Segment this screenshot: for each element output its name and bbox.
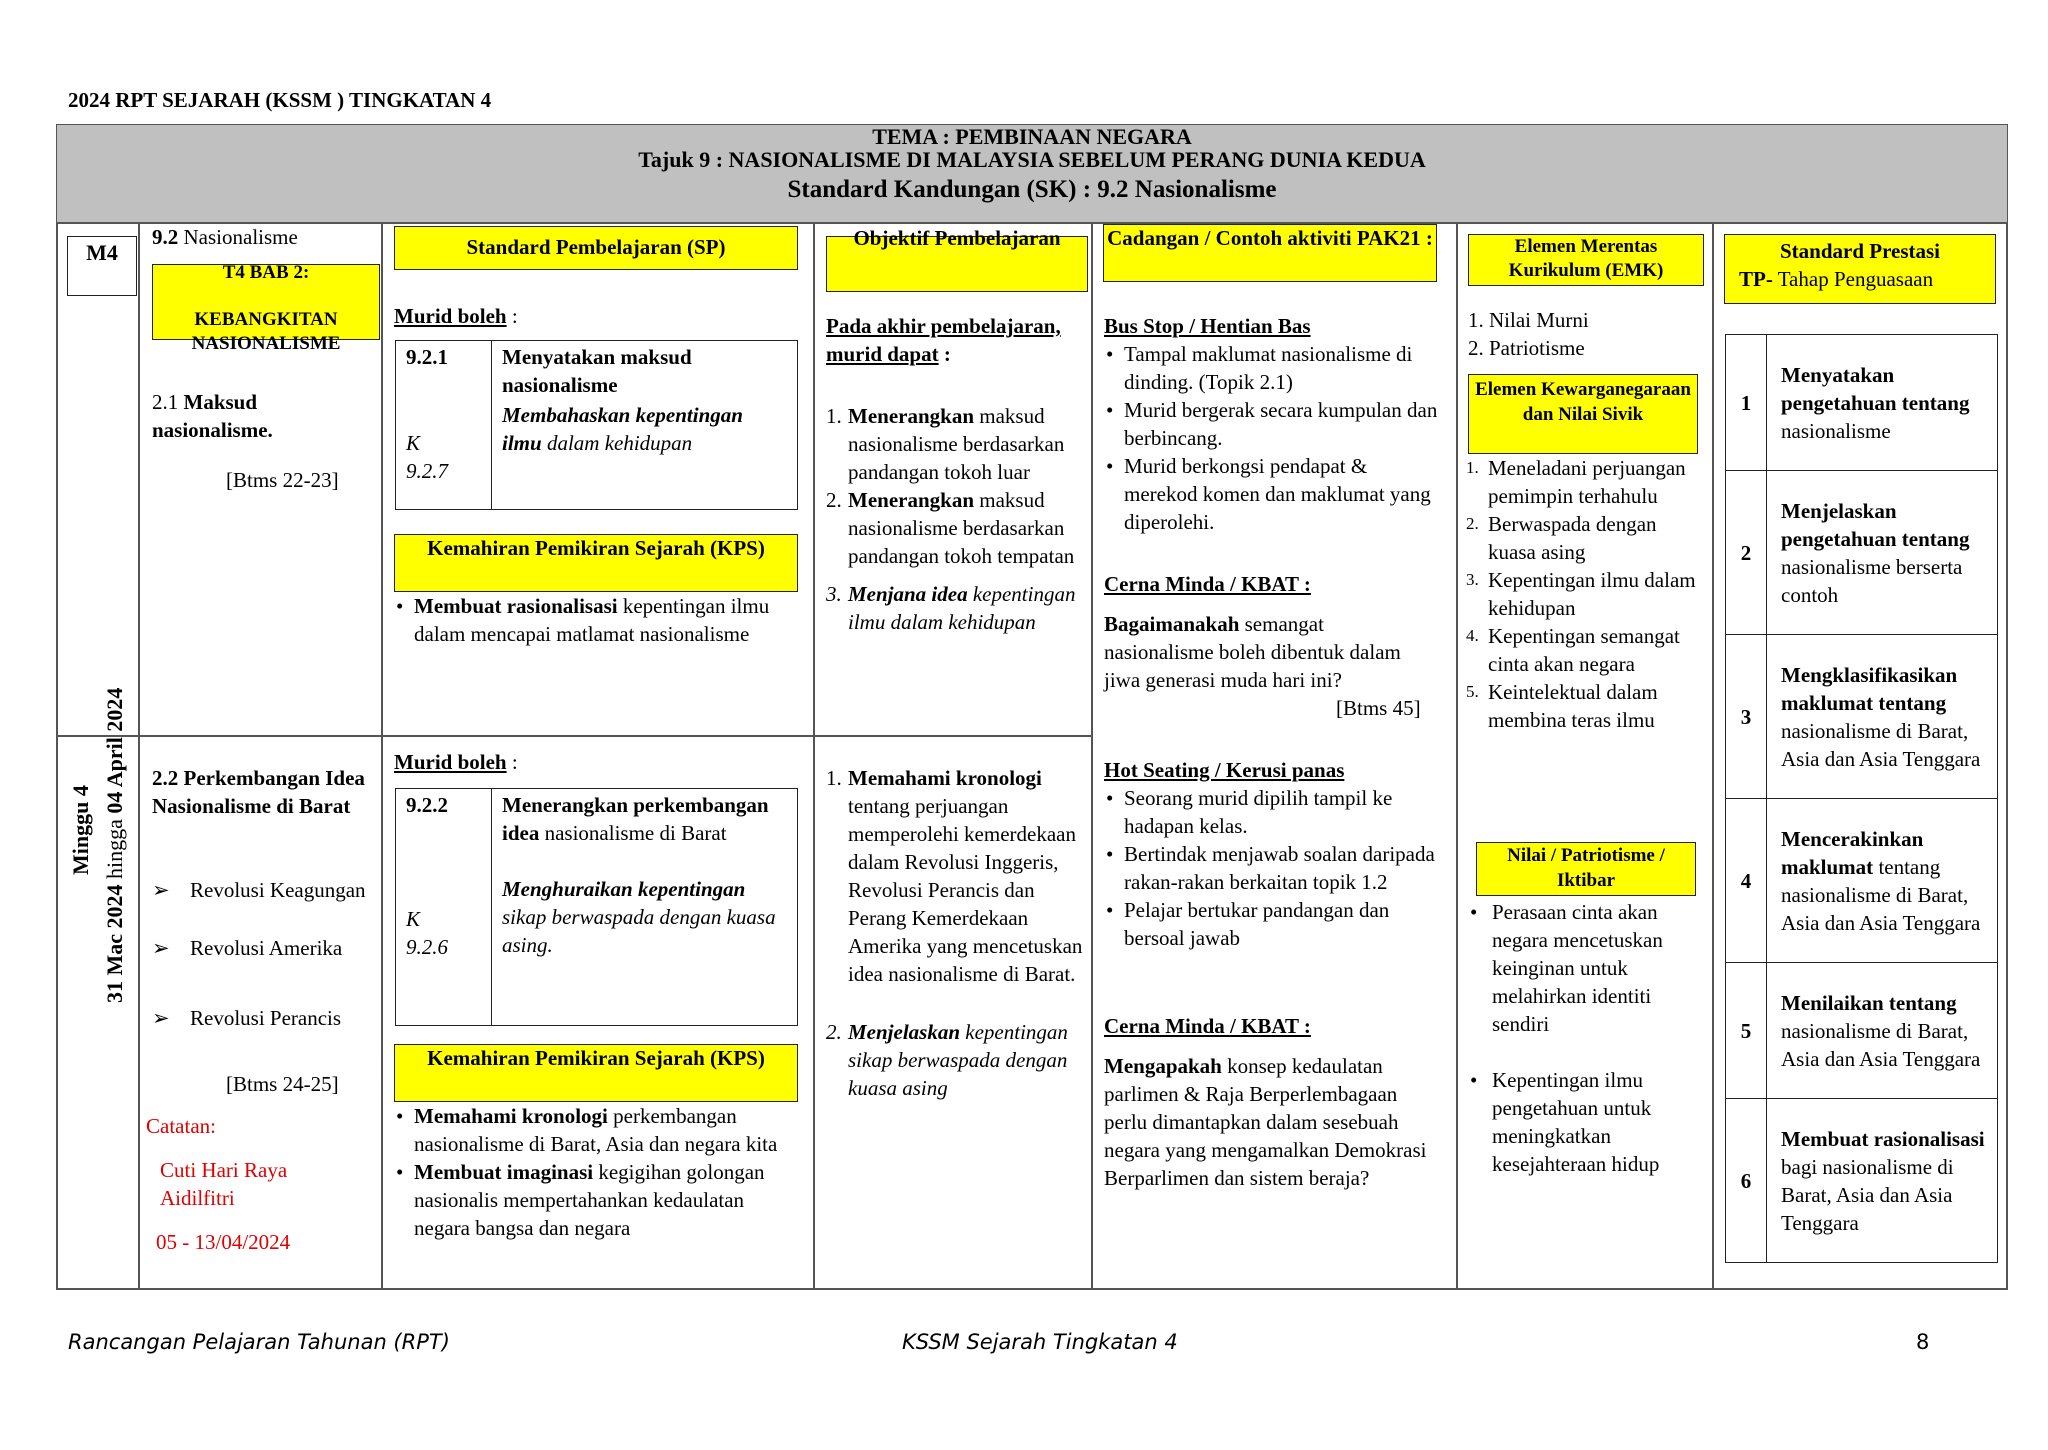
tp-header: Standard Prestasi TP- Tahap Penguasaan xyxy=(1724,234,1996,304)
topic-heading-num: 9.2 xyxy=(152,225,179,249)
kps-header-1: Kemahiran Pemikiran Sejarah (KPS) xyxy=(394,534,798,592)
sp-header: Standard Pembelajaran (SP) xyxy=(394,226,798,270)
nilai-list xyxy=(1468,898,1704,1178)
arrow-bullet-icon: ➢ xyxy=(152,1006,170,1030)
activity-item: • Tampal maklumat nasionalisme di dinding. (Topik 2.1) xyxy=(1104,340,1444,396)
tajuk-heading: Tajuk 9 : NASIONALISME DI MALAYSIA SEBELUM PERANG DUNIA KEDUA xyxy=(638,147,1426,172)
tp-levels-table xyxy=(1725,334,1998,1263)
sp-murid-boleh-1: Murid boleh : xyxy=(394,304,518,328)
objektif-item: 2. Menjelaskan kepentingan sikap berwaspada dengan kuasa asing xyxy=(826,1020,1068,1100)
kns-list xyxy=(1466,454,1706,734)
btms-22-23: [Btms 22-23] xyxy=(226,468,339,492)
subtopic-2-2: 2.2 Perkembangan Idea Nasionalisme di Barat xyxy=(152,766,365,818)
revolution-item: ➢ Revolusi Perancis xyxy=(152,1006,342,1030)
nilai-item: • Perasaan cinta akan negara mencetuskan keinginan untuk melahirkan identiti sendiri xyxy=(1468,898,1704,1038)
revolution-list xyxy=(152,876,372,1044)
tp-level-row: 2 Menjelaskan pengetahuan tentang nasionalisme berserta contoh xyxy=(1726,471,1998,635)
t4-bab-title: KEBANGKITAN NASIONALISME xyxy=(191,309,341,354)
kps-item: • Membuat imaginasi kegigihan golongan nasionalis mempertahankan kedaulatan negara bangsa dan negara xyxy=(394,1158,804,1242)
btms-45: [Btms 45] xyxy=(1336,696,1421,720)
kbat-question-2: Mengapakah konsep kedaulatan parlimen & Raja Berperlembagaan perlu dimantapkan dalam sesebuah negara yang mengamalkan Demokrasi Berparlimen dan sistem beraja? xyxy=(1104,1054,1427,1190)
week-code: M4 xyxy=(86,240,118,265)
objektif-intro: Pada akhir pembelajaran, murid dapat : xyxy=(826,314,1061,366)
subtopic-2-1-text: Maksud nasionalisme. xyxy=(152,390,273,442)
activity-item: • Murid berkongsi pendapat & merekod komen dan maklumat yang diperolehi. xyxy=(1104,452,1444,536)
arrow-bullet-icon: ➢ xyxy=(152,878,170,902)
topic-banner xyxy=(57,125,2007,224)
revolution-item: ➢ Revolusi Keagungan xyxy=(152,878,366,902)
objektif-item: 3. Menjana idea kepentingan ilmu dalam kehidupan xyxy=(826,582,1076,634)
t4-bab-label: T4 BAB 2: xyxy=(222,262,310,283)
col-divider-1 xyxy=(138,222,140,1290)
col-divider-3 xyxy=(813,222,815,1290)
sp-table-2 xyxy=(395,788,798,1026)
week-date-range xyxy=(102,688,128,1003)
sp-table-1 xyxy=(395,340,798,510)
tp-level-row: 1 Menyatakan pengetahuan tentang nasionalisme xyxy=(1726,335,1998,471)
btms-24-25: [Btms 24-25] xyxy=(226,1072,339,1096)
sp-codes-2: 9.2.2 K 9.2.6 xyxy=(396,789,492,1026)
kps-item: • Membuat rasionalisasi kepentingan ilmu dalam mencapai matlamat nasionalisme xyxy=(394,592,802,648)
activity-item: • Seorang murid dipilih tampil ke hadapan kelas. xyxy=(1104,784,1449,840)
sp-texts-2: Menerangkan perkembangan idea nasionalisme di Barat Menghuraikan kepentingan sikap berwaspada dengan kuasa asing. xyxy=(492,789,798,1026)
revolution-item: ➢ Revolusi Amerika xyxy=(152,936,343,960)
sp-codes-1: 9.2.1 K 9.2.7 xyxy=(396,341,492,510)
sp-texts-1: Menyatakan maksud nasionalisme Membahaskan kepentingan ilmu dalam kehidupan xyxy=(492,341,798,510)
kns-item: 1. Meneladani perjuangan pemimpin terhahulu xyxy=(1466,456,1686,508)
objektif-list-1 xyxy=(826,402,1084,636)
date-end: 04 April 2024 xyxy=(102,687,127,814)
nilai-header: Nilai / Patriotisme / Iktibar xyxy=(1476,842,1696,896)
activity-item: • Pelajar bertukar pandangan dan bersoal jawab xyxy=(1104,896,1449,952)
hot-seating-list xyxy=(1104,784,1449,952)
objektif-item: 1. Memahami kronologi tentang perjuangan memperolehi kemerdekaan dalam Revolusi Inggeris, Revolusi Perancis dan Perang Kemerdekaan Amerika yang mencetuskan idea nasionalisme di Barat. xyxy=(826,766,1083,986)
page-number: 8 xyxy=(1916,1330,1930,1354)
subtopic-2-1 xyxy=(152,388,292,444)
footer-center: KSSM Sejarah Tingkatan 4 xyxy=(902,1330,1178,1354)
tp-level-row: 4 Mencerakinkan maklumat tentang nasionalisme di Barat, Asia dan Asia Tenggara xyxy=(1726,799,1998,963)
kns-item: 2. Berwaspada dengan kuasa asing xyxy=(1466,512,1657,564)
sk-heading: Standard Kandungan (SK) : 9.2 Nasionalisme xyxy=(787,176,1277,203)
emk-items: 1. Nilai Murni 2. Patriotisme xyxy=(1468,308,1589,360)
document-title: 2024 RPT SEJARAH (KSSM ) TINGKATAN 4 xyxy=(68,88,492,112)
activity-item: • Bertindak menjawab soalan daripada rakan-rakan berkaitan topik 1.2 xyxy=(1104,840,1449,896)
subtopic-2-1-num: 2.1 xyxy=(152,390,179,414)
cerna-minda-1: Cerna Minda / KBAT : xyxy=(1104,572,1311,596)
col-divider-2 xyxy=(381,222,383,1290)
footer-left: Rancangan Pelajaran Tahunan (RPT) xyxy=(68,1330,450,1354)
col-divider-5 xyxy=(1456,222,1458,1290)
kps-header-2: Kemahiran Pemikiran Sejarah (KPS) xyxy=(394,1044,798,1102)
col-divider-4 xyxy=(1091,222,1093,1290)
kns-item: 3. Kepentingan ilmu dalam kehidupan xyxy=(1466,568,1696,620)
hot-seating-title: Hot Seating / Kerusi panas xyxy=(1104,758,1345,782)
kps-item: • Memahami kronologi perkembangan nasionalisme di Barat, Asia dan negara kita xyxy=(394,1102,804,1158)
row-divider xyxy=(57,735,1092,737)
kns-item: 4. Kepentingan semangat cinta akan negara xyxy=(1466,624,1680,676)
objektif-header: Objektif Pembelajaran xyxy=(826,236,1088,292)
week-code-box xyxy=(67,236,137,296)
sp-murid-boleh-2: Murid boleh : xyxy=(394,750,518,774)
week-number: Minggu 4 xyxy=(68,785,93,875)
date-start: 31 Mac 2024 xyxy=(102,884,127,1003)
catatan-holiday: Cuti Hari Raya Aidilfitri xyxy=(160,1158,288,1210)
topic-heading xyxy=(152,223,377,251)
objektif-list-2 xyxy=(826,764,1088,1102)
catatan-label: Catatan: xyxy=(146,1114,216,1138)
kps-list-2 xyxy=(394,1102,804,1242)
kbat-question-1: Bagaimanakah semangat nasionalisme boleh dibentuk dalam jiwa generasi muda hari ini? xyxy=(1104,612,1401,692)
cerna-minda-2: Cerna Minda / KBAT : xyxy=(1104,1014,1311,1038)
emk-header: Elemen Merentas Kurikulum (EMK) xyxy=(1468,234,1704,286)
col-divider-6 xyxy=(1712,222,1714,1290)
objektif-item: 2. Menerangkan maksud nasionalisme berdasarkan pandangan tokoh tempatan xyxy=(826,488,1075,568)
topic-heading-text: Nasionalisme xyxy=(178,225,298,249)
kns-header: Elemen Kewarganegaraan dan Nilai Sivik xyxy=(1468,374,1698,454)
bus-stop-title: Bus Stop / Hentian Bas xyxy=(1104,314,1311,338)
activity-item: • Murid bergerak secara kumpulan dan berbincang. xyxy=(1104,396,1444,452)
arrow-bullet-icon: ➢ xyxy=(152,936,170,960)
tema-heading: TEMA : PEMBINAAN NEGARA xyxy=(872,124,1192,149)
objektif-item: 1. Menerangkan maksud nasionalisme berdasarkan pandangan tokoh luar xyxy=(826,404,1065,484)
date-hingga: hingga xyxy=(102,819,127,879)
nilai-item: • Kepentingan ilmu pengetahuan untuk meningkatkan kesejahteraan hidup xyxy=(1468,1066,1704,1178)
aktiviti-header: Cadangan / Contoh aktiviti PAK21 : xyxy=(1103,224,1437,282)
tp-level-row: 6 Membuat rasionalisasi bagi nasionalisme di Barat, Asia dan Asia Tenggara xyxy=(1726,1099,1998,1263)
tp-level-row: 5 Menilaikan tentang nasionalisme di Barat, Asia dan Asia Tenggara xyxy=(1726,963,1998,1099)
week-label xyxy=(68,785,94,875)
kps-list-1 xyxy=(394,592,802,648)
tp-level-row: 3 Mengklasifikasikan maklumat tentang nasionalisme di Barat, Asia dan Asia Tenggara xyxy=(1726,635,1998,799)
bus-stop-list xyxy=(1104,340,1444,536)
catatan-date: 05 - 13/04/2024 xyxy=(156,1230,291,1254)
kns-item: 5. Keintelektual dalam membina teras ilmu xyxy=(1466,680,1658,732)
